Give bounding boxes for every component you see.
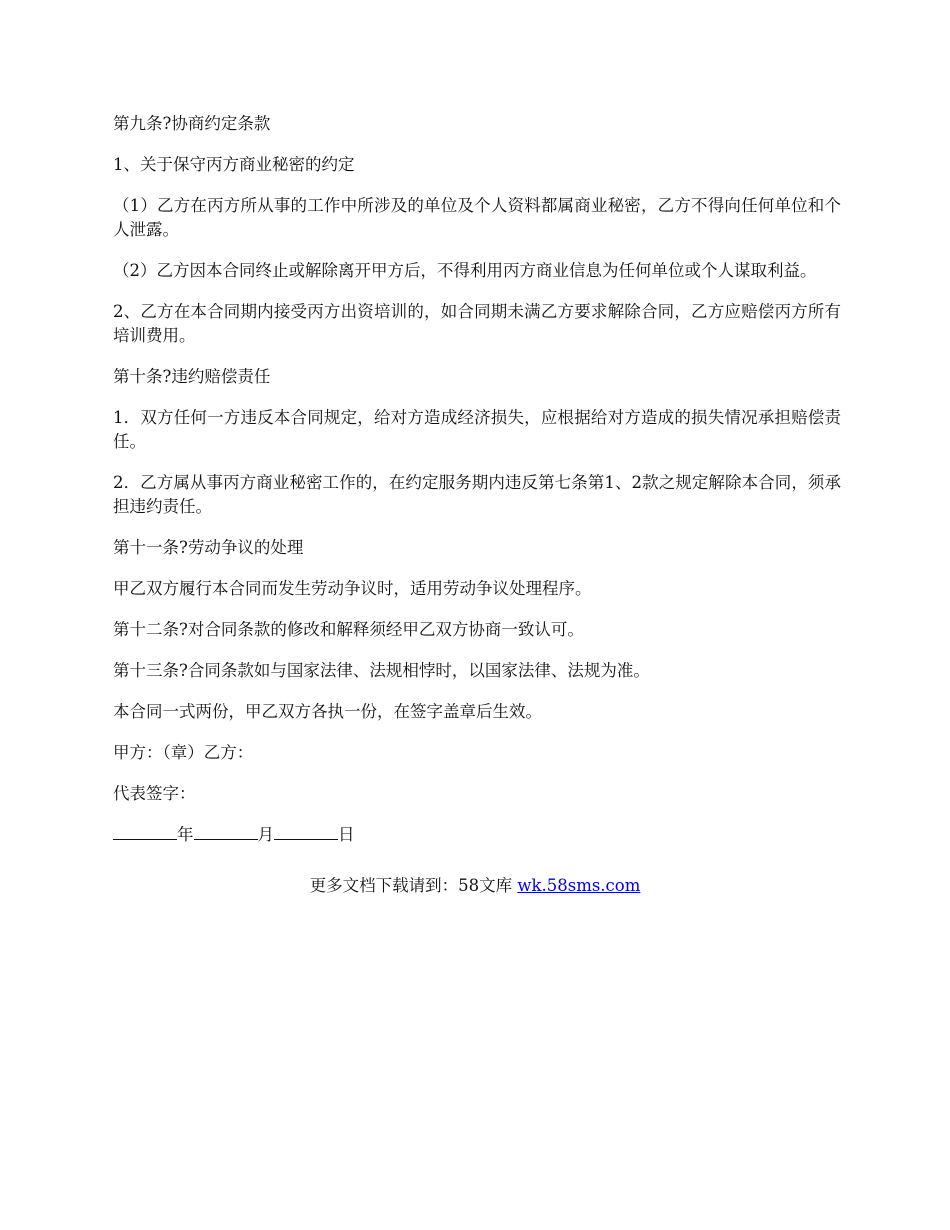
month-blank	[194, 823, 258, 840]
copies-statement: 本合同一式两份，甲乙双方各执一份，在签字盖章后生效。	[113, 702, 542, 721]
article-10-item-1: 1．双方任何一方违反本合同规定，给对方造成经济损失，应根据给对方造成的损失情况承担赔偿责任。	[113, 408, 841, 451]
footer-link[interactable]: wk.58sms.com	[517, 876, 641, 895]
footer-text: 更多文档下载请到：58文库	[309, 876, 518, 895]
section-heading-article-10: 第十条?违约赔偿责任	[113, 367, 271, 386]
year-label: 年	[177, 825, 194, 844]
article-12-text: 第十二条?对合同条款的修改和解释须经甲乙双方协商一致认可。	[113, 620, 584, 639]
article-11-text: 甲乙双方履行本合同而发生劳动争议时，适用劳动争议处理程序。	[113, 579, 592, 598]
signature-parties: 甲方：（章）乙方：	[113, 743, 254, 762]
clause-1-item-2: （2）乙方因本合同终止或解除离开甲方后，不得利用丙方商业信息为任何单位或个人谋取利益。	[113, 261, 817, 280]
day-label: 日	[338, 825, 355, 844]
clause-1-item-1: （1）乙方在丙方所从事的工作中所涉及的单位及个人资料都属商业秘密，乙方不得向任何单位和个人泄露。	[113, 196, 841, 239]
download-footer	[0, 874, 950, 898]
clause-2: 2、乙方在本合同期内接受丙方出资培训的，如合同期未满乙方要求解除合同，乙方应赔偿丙方所有培训费用。	[113, 302, 841, 345]
clause-1-heading: 1、关于保守丙方商业秘密的约定	[113, 155, 355, 174]
signing-date-line	[113, 823, 841, 847]
year-blank	[113, 823, 177, 840]
article-10-item-2: 2．乙方属从事丙方商业秘密工作的，在约定服务期内违反第七条第1、2款之规定解除本合同，须承担违约责任。	[113, 473, 841, 516]
day-blank	[274, 823, 338, 840]
section-heading-article-9: 第九条?协商约定条款	[113, 114, 271, 133]
representative-signature: 代表签字：	[113, 784, 196, 803]
section-heading-article-11: 第十一条?劳动争议的处理	[113, 538, 304, 557]
document-body	[113, 112, 841, 864]
month-label: 月	[257, 825, 274, 844]
article-13-text: 第十三条?合同条款如与国家法律、法规相悖时，以国家法律、法规为准。	[113, 661, 650, 680]
